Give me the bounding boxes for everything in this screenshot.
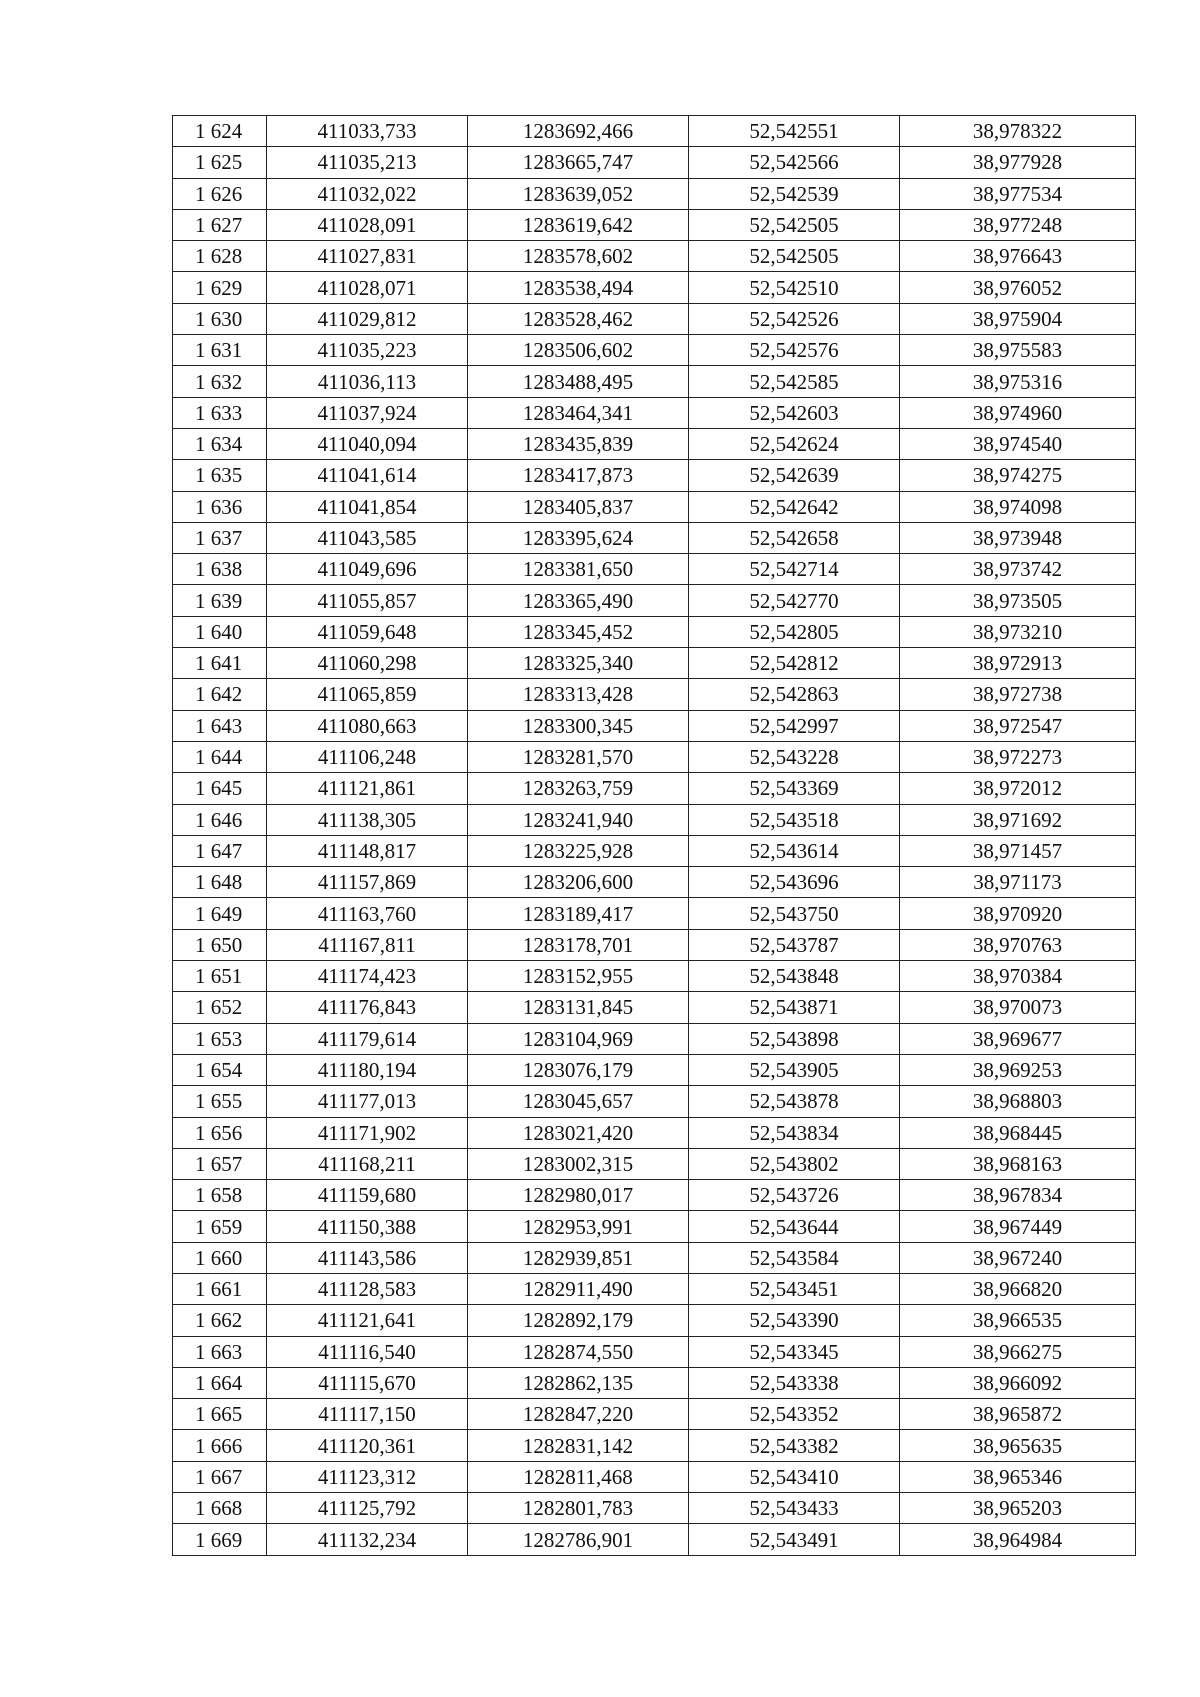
table-row bbox=[173, 1023, 1136, 1054]
latitude-cell: 52,543848 bbox=[689, 961, 900, 992]
point-number-cell: 1 633 bbox=[173, 397, 267, 428]
point-number-cell: 1 632 bbox=[173, 366, 267, 397]
coordinates-table bbox=[172, 115, 1136, 1556]
y-coordinate-cell: 1283281,570 bbox=[468, 741, 689, 772]
longitude-cell: 38,975583 bbox=[900, 335, 1136, 366]
latitude-cell: 52,543750 bbox=[689, 898, 900, 929]
table-row bbox=[173, 1524, 1136, 1555]
x-coordinate-cell: 411115,670 bbox=[267, 1367, 468, 1398]
longitude-cell: 38,970763 bbox=[900, 929, 1136, 960]
latitude-cell: 52,542863 bbox=[689, 679, 900, 710]
latitude-cell: 52,543345 bbox=[689, 1336, 900, 1367]
longitude-cell: 38,972547 bbox=[900, 710, 1136, 741]
point-number-cell: 1 647 bbox=[173, 835, 267, 866]
y-coordinate-cell: 1283325,340 bbox=[468, 648, 689, 679]
x-coordinate-cell: 411176,843 bbox=[267, 992, 468, 1023]
longitude-cell: 38,968445 bbox=[900, 1117, 1136, 1148]
longitude-cell: 38,965635 bbox=[900, 1430, 1136, 1461]
table-row bbox=[173, 241, 1136, 272]
y-coordinate-cell: 1283076,179 bbox=[468, 1054, 689, 1085]
x-coordinate-cell: 411163,760 bbox=[267, 898, 468, 929]
latitude-cell: 52,542770 bbox=[689, 585, 900, 616]
latitude-cell: 52,543338 bbox=[689, 1367, 900, 1398]
coordinates-table-body bbox=[173, 116, 1136, 1556]
latitude-cell: 52,543696 bbox=[689, 867, 900, 898]
y-coordinate-cell: 1283345,452 bbox=[468, 616, 689, 647]
longitude-cell: 38,970920 bbox=[900, 898, 1136, 929]
point-number-cell: 1 628 bbox=[173, 241, 267, 272]
longitude-cell: 38,970384 bbox=[900, 961, 1136, 992]
point-number-cell: 1 631 bbox=[173, 335, 267, 366]
point-number-cell: 1 636 bbox=[173, 491, 267, 522]
latitude-cell: 52,542505 bbox=[689, 209, 900, 240]
longitude-cell: 38,974275 bbox=[900, 460, 1136, 491]
y-coordinate-cell: 1283206,600 bbox=[468, 867, 689, 898]
latitude-cell: 52,543369 bbox=[689, 773, 900, 804]
x-coordinate-cell: 411180,194 bbox=[267, 1054, 468, 1085]
longitude-cell: 38,968163 bbox=[900, 1148, 1136, 1179]
point-number-cell: 1 664 bbox=[173, 1367, 267, 1398]
x-coordinate-cell: 411116,540 bbox=[267, 1336, 468, 1367]
y-coordinate-cell: 1283381,650 bbox=[468, 554, 689, 585]
longitude-cell: 38,971173 bbox=[900, 867, 1136, 898]
latitude-cell: 52,542997 bbox=[689, 710, 900, 741]
latitude-cell: 52,542510 bbox=[689, 272, 900, 303]
y-coordinate-cell: 1283104,969 bbox=[468, 1023, 689, 1054]
table-row bbox=[173, 366, 1136, 397]
x-coordinate-cell: 411179,614 bbox=[267, 1023, 468, 1054]
y-coordinate-cell: 1283506,602 bbox=[468, 335, 689, 366]
latitude-cell: 52,543898 bbox=[689, 1023, 900, 1054]
table-row bbox=[173, 1336, 1136, 1367]
x-coordinate-cell: 411065,859 bbox=[267, 679, 468, 710]
y-coordinate-cell: 1283578,602 bbox=[468, 241, 689, 272]
y-coordinate-cell: 1283488,495 bbox=[468, 366, 689, 397]
table-row bbox=[173, 648, 1136, 679]
point-number-cell: 1 626 bbox=[173, 178, 267, 209]
longitude-cell: 38,973742 bbox=[900, 554, 1136, 585]
point-number-cell: 1 665 bbox=[173, 1399, 267, 1430]
longitude-cell: 38,969677 bbox=[900, 1023, 1136, 1054]
y-coordinate-cell: 1283639,052 bbox=[468, 178, 689, 209]
point-number-cell: 1 657 bbox=[173, 1148, 267, 1179]
point-number-cell: 1 642 bbox=[173, 679, 267, 710]
x-coordinate-cell: 411168,211 bbox=[267, 1148, 468, 1179]
point-number-cell: 1 645 bbox=[173, 773, 267, 804]
x-coordinate-cell: 411106,248 bbox=[267, 741, 468, 772]
table-row bbox=[173, 961, 1136, 992]
table-row bbox=[173, 428, 1136, 459]
longitude-cell: 38,971692 bbox=[900, 804, 1136, 835]
x-coordinate-cell: 411148,817 bbox=[267, 835, 468, 866]
point-number-cell: 1 655 bbox=[173, 1086, 267, 1117]
point-number-cell: 1 659 bbox=[173, 1211, 267, 1242]
point-number-cell: 1 640 bbox=[173, 616, 267, 647]
y-coordinate-cell: 1283002,315 bbox=[468, 1148, 689, 1179]
latitude-cell: 52,543518 bbox=[689, 804, 900, 835]
point-number-cell: 1 668 bbox=[173, 1493, 267, 1524]
y-coordinate-cell: 1283665,747 bbox=[468, 147, 689, 178]
y-coordinate-cell: 1282980,017 bbox=[468, 1180, 689, 1211]
y-coordinate-cell: 1283178,701 bbox=[468, 929, 689, 960]
longitude-cell: 38,973948 bbox=[900, 522, 1136, 553]
y-coordinate-cell: 1283263,759 bbox=[468, 773, 689, 804]
longitude-cell: 38,972913 bbox=[900, 648, 1136, 679]
longitude-cell: 38,977248 bbox=[900, 209, 1136, 240]
latitude-cell: 52,543834 bbox=[689, 1117, 900, 1148]
x-coordinate-cell: 411028,091 bbox=[267, 209, 468, 240]
table-row bbox=[173, 1180, 1136, 1211]
latitude-cell: 52,542658 bbox=[689, 522, 900, 553]
x-coordinate-cell: 411138,305 bbox=[267, 804, 468, 835]
x-coordinate-cell: 411037,924 bbox=[267, 397, 468, 428]
x-coordinate-cell: 411121,641 bbox=[267, 1305, 468, 1336]
point-number-cell: 1 630 bbox=[173, 303, 267, 334]
y-coordinate-cell: 1282911,490 bbox=[468, 1273, 689, 1304]
table-row bbox=[173, 1086, 1136, 1117]
y-coordinate-cell: 1282862,135 bbox=[468, 1367, 689, 1398]
longitude-cell: 38,964984 bbox=[900, 1524, 1136, 1555]
table-row bbox=[173, 272, 1136, 303]
table-row bbox=[173, 335, 1136, 366]
longitude-cell: 38,967449 bbox=[900, 1211, 1136, 1242]
table-row bbox=[173, 1148, 1136, 1179]
point-number-cell: 1 624 bbox=[173, 116, 267, 147]
x-coordinate-cell: 411128,583 bbox=[267, 1273, 468, 1304]
table-row bbox=[173, 1054, 1136, 1085]
y-coordinate-cell: 1282874,550 bbox=[468, 1336, 689, 1367]
longitude-cell: 38,965872 bbox=[900, 1399, 1136, 1430]
table-row bbox=[173, 741, 1136, 772]
x-coordinate-cell: 411032,022 bbox=[267, 178, 468, 209]
x-coordinate-cell: 411033,733 bbox=[267, 116, 468, 147]
point-number-cell: 1 667 bbox=[173, 1461, 267, 1492]
y-coordinate-cell: 1283045,657 bbox=[468, 1086, 689, 1117]
point-number-cell: 1 646 bbox=[173, 804, 267, 835]
x-coordinate-cell: 411055,857 bbox=[267, 585, 468, 616]
table-row bbox=[173, 1273, 1136, 1304]
longitude-cell: 38,972012 bbox=[900, 773, 1136, 804]
table-row bbox=[173, 710, 1136, 741]
latitude-cell: 52,543614 bbox=[689, 835, 900, 866]
x-coordinate-cell: 411171,902 bbox=[267, 1117, 468, 1148]
longitude-cell: 38,973210 bbox=[900, 616, 1136, 647]
table-row bbox=[173, 679, 1136, 710]
y-coordinate-cell: 1282939,851 bbox=[468, 1242, 689, 1273]
point-number-cell: 1 639 bbox=[173, 585, 267, 616]
table-row bbox=[173, 303, 1136, 334]
x-coordinate-cell: 411040,094 bbox=[267, 428, 468, 459]
point-number-cell: 1 654 bbox=[173, 1054, 267, 1085]
longitude-cell: 38,968803 bbox=[900, 1086, 1136, 1117]
point-number-cell: 1 637 bbox=[173, 522, 267, 553]
point-number-cell: 1 635 bbox=[173, 460, 267, 491]
longitude-cell: 38,974960 bbox=[900, 397, 1136, 428]
x-coordinate-cell: 411143,586 bbox=[267, 1242, 468, 1273]
y-coordinate-cell: 1282786,901 bbox=[468, 1524, 689, 1555]
y-coordinate-cell: 1283692,466 bbox=[468, 116, 689, 147]
latitude-cell: 52,543228 bbox=[689, 741, 900, 772]
latitude-cell: 52,542566 bbox=[689, 147, 900, 178]
latitude-cell: 52,543382 bbox=[689, 1430, 900, 1461]
latitude-cell: 52,542714 bbox=[689, 554, 900, 585]
point-number-cell: 1 663 bbox=[173, 1336, 267, 1367]
point-number-cell: 1 648 bbox=[173, 867, 267, 898]
latitude-cell: 52,542805 bbox=[689, 616, 900, 647]
longitude-cell: 38,976643 bbox=[900, 241, 1136, 272]
table-row bbox=[173, 1461, 1136, 1492]
latitude-cell: 52,542603 bbox=[689, 397, 900, 428]
latitude-cell: 52,542812 bbox=[689, 648, 900, 679]
table-row bbox=[173, 1430, 1136, 1461]
longitude-cell: 38,966535 bbox=[900, 1305, 1136, 1336]
y-coordinate-cell: 1282801,783 bbox=[468, 1493, 689, 1524]
latitude-cell: 52,542539 bbox=[689, 178, 900, 209]
y-coordinate-cell: 1283189,417 bbox=[468, 898, 689, 929]
latitude-cell: 52,543726 bbox=[689, 1180, 900, 1211]
latitude-cell: 52,543802 bbox=[689, 1148, 900, 1179]
y-coordinate-cell: 1282811,468 bbox=[468, 1461, 689, 1492]
longitude-cell: 38,966820 bbox=[900, 1273, 1136, 1304]
y-coordinate-cell: 1282953,991 bbox=[468, 1211, 689, 1242]
point-number-cell: 1 649 bbox=[173, 898, 267, 929]
x-coordinate-cell: 411159,680 bbox=[267, 1180, 468, 1211]
latitude-cell: 52,543410 bbox=[689, 1461, 900, 1492]
x-coordinate-cell: 411036,113 bbox=[267, 366, 468, 397]
latitude-cell: 52,543433 bbox=[689, 1493, 900, 1524]
x-coordinate-cell: 411167,811 bbox=[267, 929, 468, 960]
x-coordinate-cell: 411035,223 bbox=[267, 335, 468, 366]
table-row bbox=[173, 1117, 1136, 1148]
table-row bbox=[173, 460, 1136, 491]
table-row bbox=[173, 898, 1136, 929]
y-coordinate-cell: 1282892,179 bbox=[468, 1305, 689, 1336]
point-number-cell: 1 662 bbox=[173, 1305, 267, 1336]
table-row bbox=[173, 522, 1136, 553]
table-row bbox=[173, 116, 1136, 147]
point-number-cell: 1 656 bbox=[173, 1117, 267, 1148]
longitude-cell: 38,966275 bbox=[900, 1336, 1136, 1367]
longitude-cell: 38,970073 bbox=[900, 992, 1136, 1023]
y-coordinate-cell: 1283464,341 bbox=[468, 397, 689, 428]
point-number-cell: 1 643 bbox=[173, 710, 267, 741]
latitude-cell: 52,543352 bbox=[689, 1399, 900, 1430]
y-coordinate-cell: 1283313,428 bbox=[468, 679, 689, 710]
longitude-cell: 38,974098 bbox=[900, 491, 1136, 522]
latitude-cell: 52,542526 bbox=[689, 303, 900, 334]
y-coordinate-cell: 1283417,873 bbox=[468, 460, 689, 491]
x-coordinate-cell: 411035,213 bbox=[267, 147, 468, 178]
longitude-cell: 38,969253 bbox=[900, 1054, 1136, 1085]
latitude-cell: 52,542642 bbox=[689, 491, 900, 522]
x-coordinate-cell: 411060,298 bbox=[267, 648, 468, 679]
table-row bbox=[173, 1211, 1136, 1242]
x-coordinate-cell: 411049,696 bbox=[267, 554, 468, 585]
table-row bbox=[173, 554, 1136, 585]
table-row bbox=[173, 1367, 1136, 1398]
x-coordinate-cell: 411080,663 bbox=[267, 710, 468, 741]
x-coordinate-cell: 411027,831 bbox=[267, 241, 468, 272]
y-coordinate-cell: 1283619,642 bbox=[468, 209, 689, 240]
latitude-cell: 52,543451 bbox=[689, 1273, 900, 1304]
x-coordinate-cell: 411059,648 bbox=[267, 616, 468, 647]
table-row bbox=[173, 585, 1136, 616]
latitude-cell: 52,543905 bbox=[689, 1054, 900, 1085]
latitude-cell: 52,543787 bbox=[689, 929, 900, 960]
x-coordinate-cell: 411043,585 bbox=[267, 522, 468, 553]
table-row bbox=[173, 1242, 1136, 1273]
latitude-cell: 52,543878 bbox=[689, 1086, 900, 1117]
table-row bbox=[173, 209, 1136, 240]
y-coordinate-cell: 1283225,928 bbox=[468, 835, 689, 866]
x-coordinate-cell: 411117,150 bbox=[267, 1399, 468, 1430]
y-coordinate-cell: 1283395,624 bbox=[468, 522, 689, 553]
table-row bbox=[173, 616, 1136, 647]
point-number-cell: 1 661 bbox=[173, 1273, 267, 1304]
latitude-cell: 52,542576 bbox=[689, 335, 900, 366]
point-number-cell: 1 638 bbox=[173, 554, 267, 585]
point-number-cell: 1 644 bbox=[173, 741, 267, 772]
longitude-cell: 38,973505 bbox=[900, 585, 1136, 616]
table-row bbox=[173, 178, 1136, 209]
longitude-cell: 38,965346 bbox=[900, 1461, 1136, 1492]
point-number-cell: 1 650 bbox=[173, 929, 267, 960]
longitude-cell: 38,976052 bbox=[900, 272, 1136, 303]
y-coordinate-cell: 1282847,220 bbox=[468, 1399, 689, 1430]
longitude-cell: 38,974540 bbox=[900, 428, 1136, 459]
latitude-cell: 52,542639 bbox=[689, 460, 900, 491]
x-coordinate-cell: 411157,869 bbox=[267, 867, 468, 898]
table-row bbox=[173, 773, 1136, 804]
y-coordinate-cell: 1283528,462 bbox=[468, 303, 689, 334]
longitude-cell: 38,971457 bbox=[900, 835, 1136, 866]
y-coordinate-cell: 1283405,837 bbox=[468, 491, 689, 522]
table-row bbox=[173, 992, 1136, 1023]
longitude-cell: 38,978322 bbox=[900, 116, 1136, 147]
y-coordinate-cell: 1283365,490 bbox=[468, 585, 689, 616]
point-number-cell: 1 625 bbox=[173, 147, 267, 178]
table-row bbox=[173, 804, 1136, 835]
x-coordinate-cell: 411029,812 bbox=[267, 303, 468, 334]
table-row bbox=[173, 397, 1136, 428]
latitude-cell: 52,542624 bbox=[689, 428, 900, 459]
point-number-cell: 1 641 bbox=[173, 648, 267, 679]
y-coordinate-cell: 1283131,845 bbox=[468, 992, 689, 1023]
latitude-cell: 52,543644 bbox=[689, 1211, 900, 1242]
point-number-cell: 1 651 bbox=[173, 961, 267, 992]
x-coordinate-cell: 411120,361 bbox=[267, 1430, 468, 1461]
x-coordinate-cell: 411123,312 bbox=[267, 1461, 468, 1492]
y-coordinate-cell: 1282831,142 bbox=[468, 1430, 689, 1461]
y-coordinate-cell: 1283300,345 bbox=[468, 710, 689, 741]
point-number-cell: 1 658 bbox=[173, 1180, 267, 1211]
y-coordinate-cell: 1283241,940 bbox=[468, 804, 689, 835]
longitude-cell: 38,977534 bbox=[900, 178, 1136, 209]
point-number-cell: 1 653 bbox=[173, 1023, 267, 1054]
x-coordinate-cell: 411121,861 bbox=[267, 773, 468, 804]
longitude-cell: 38,977928 bbox=[900, 147, 1136, 178]
longitude-cell: 38,972738 bbox=[900, 679, 1136, 710]
longitude-cell: 38,967240 bbox=[900, 1242, 1136, 1273]
y-coordinate-cell: 1283538,494 bbox=[468, 272, 689, 303]
point-number-cell: 1 666 bbox=[173, 1430, 267, 1461]
x-coordinate-cell: 411150,388 bbox=[267, 1211, 468, 1242]
y-coordinate-cell: 1283152,955 bbox=[468, 961, 689, 992]
latitude-cell: 52,542585 bbox=[689, 366, 900, 397]
latitude-cell: 52,543491 bbox=[689, 1524, 900, 1555]
y-coordinate-cell: 1283435,839 bbox=[468, 428, 689, 459]
x-coordinate-cell: 411028,071 bbox=[267, 272, 468, 303]
table-row bbox=[173, 1493, 1136, 1524]
point-number-cell: 1 634 bbox=[173, 428, 267, 459]
longitude-cell: 38,967834 bbox=[900, 1180, 1136, 1211]
latitude-cell: 52,542505 bbox=[689, 241, 900, 272]
table-row bbox=[173, 835, 1136, 866]
point-number-cell: 1 629 bbox=[173, 272, 267, 303]
longitude-cell: 38,966092 bbox=[900, 1367, 1136, 1398]
x-coordinate-cell: 411125,792 bbox=[267, 1493, 468, 1524]
table-row bbox=[173, 147, 1136, 178]
x-coordinate-cell: 411041,854 bbox=[267, 491, 468, 522]
latitude-cell: 52,542551 bbox=[689, 116, 900, 147]
point-number-cell: 1 669 bbox=[173, 1524, 267, 1555]
longitude-cell: 38,975316 bbox=[900, 366, 1136, 397]
latitude-cell: 52,543390 bbox=[689, 1305, 900, 1336]
table-row bbox=[173, 491, 1136, 522]
y-coordinate-cell: 1283021,420 bbox=[468, 1117, 689, 1148]
x-coordinate-cell: 411132,234 bbox=[267, 1524, 468, 1555]
point-number-cell: 1 627 bbox=[173, 209, 267, 240]
longitude-cell: 38,965203 bbox=[900, 1493, 1136, 1524]
table-row bbox=[173, 1305, 1136, 1336]
point-number-cell: 1 652 bbox=[173, 992, 267, 1023]
latitude-cell: 52,543871 bbox=[689, 992, 900, 1023]
longitude-cell: 38,972273 bbox=[900, 741, 1136, 772]
latitude-cell: 52,543584 bbox=[689, 1242, 900, 1273]
table-row bbox=[173, 929, 1136, 960]
table-row bbox=[173, 1399, 1136, 1430]
x-coordinate-cell: 411041,614 bbox=[267, 460, 468, 491]
x-coordinate-cell: 411174,423 bbox=[267, 961, 468, 992]
point-number-cell: 1 660 bbox=[173, 1242, 267, 1273]
table-row bbox=[173, 867, 1136, 898]
x-coordinate-cell: 411177,013 bbox=[267, 1086, 468, 1117]
longitude-cell: 38,975904 bbox=[900, 303, 1136, 334]
